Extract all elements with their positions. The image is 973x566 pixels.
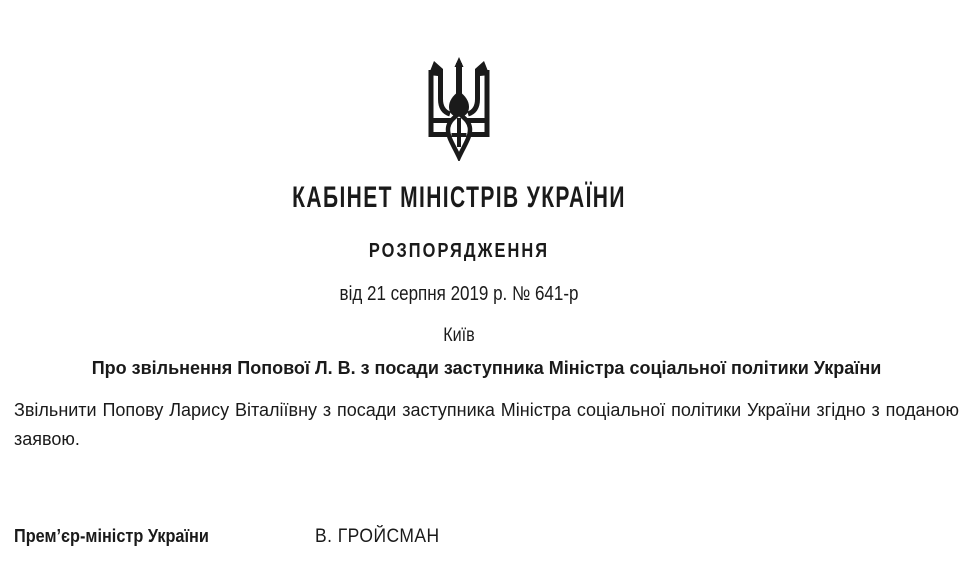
signer-name: В. ГРОЙСМАН [315,526,440,547]
document-type-heading: РОЗПОРЯДЖЕННЯ [368,240,550,262]
organization-name: КАБІНЕТ МІНІСТРІВ УКРАЇНИ [292,181,626,214]
document-title: Про звільнення Попової Л. В. з посади заступника Міністра соціальної політики України [91,358,882,378]
signer-position-label: Прем’єр-міністр України [14,525,209,546]
city-line: Київ [443,325,475,346]
signature-row [0,526,973,546]
letterhead [14,57,904,345]
date-and-number-line: від 21 серпня 2019 р. № 641-р [339,283,579,305]
tryzub-coat-of-arms-icon [427,57,491,161]
document-body-text: Звільнити Попову Ларису Віталіївну з посади заступника Міністра соціальної політики України згідно з поданою заявою. [14,400,959,449]
